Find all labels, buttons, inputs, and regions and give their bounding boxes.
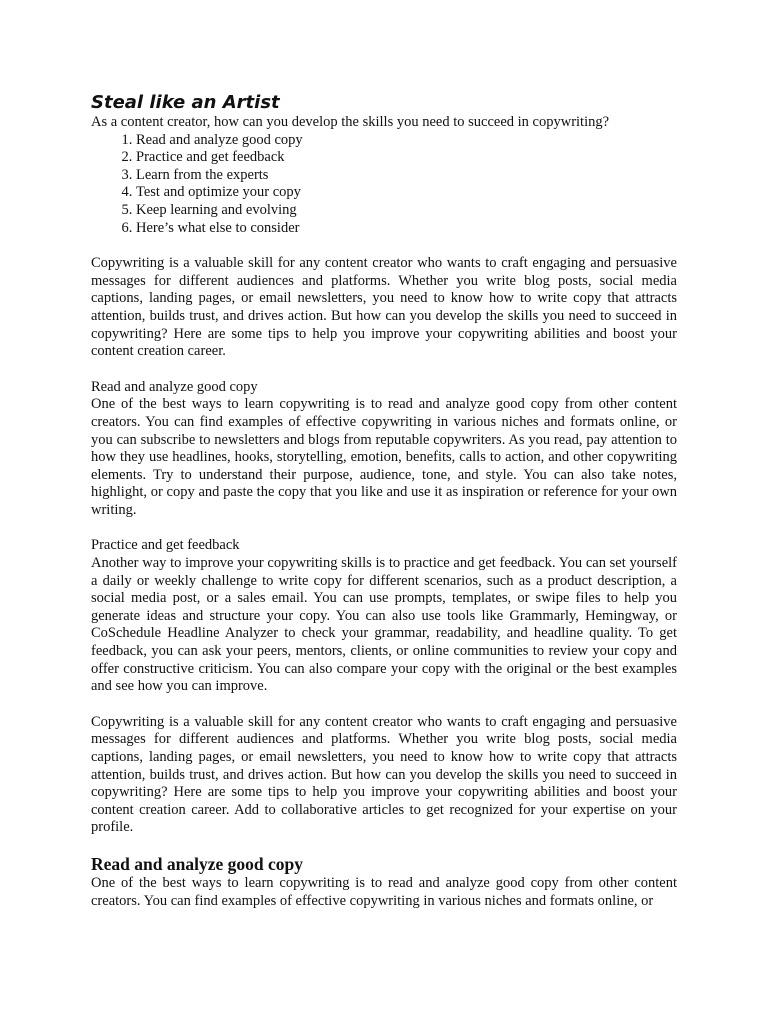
document-title: Steal like an Artist bbox=[91, 92, 280, 113]
section-heading-read-analyze: Read and analyze good copy bbox=[91, 378, 258, 395]
section-body-practice-feedback: Another way to improve your copywriting skills is to practice and get feedback. You can set yourself a daily or weekly challenge to write copy for different scenarios, such as a product description, a social media post, or a sales email. You can use prompts, templates, or swipe files to help you generate ideas and structure your copy. You can also use tools like Grammarly, Hemingway, or CoSchedule Headline Analyzer to check your grammar, readability, and headline quality. To get feedback, you can ask your peers, mentors, clients, or online communities to review your copy and offer constructive criticism. You can also compare your copy with the original or the best examples and see how you can improve. bbox=[91, 555, 677, 695]
table-of-contents bbox=[91, 132, 677, 238]
spacer bbox=[91, 696, 677, 714]
document-page bbox=[91, 92, 677, 910]
toc-item: 1. Read and analyze good copy bbox=[136, 132, 677, 150]
section-heading-practice-feedback: Practice and get feedback bbox=[91, 537, 240, 554]
bold-section-body: One of the best ways to learn copywriting is to read and analyze good copy from other content creators. You can find examples of effective copywriting in various niches and formats online, or bbox=[91, 874, 677, 909]
toc-item: 6. Here’s what else to consider bbox=[136, 220, 677, 238]
toc-item: 5. Keep learning and evolving bbox=[136, 202, 677, 220]
repeat-intro-paragraph: Copywriting is a valuable skill for any content creator who wants to craft engaging and persuasive messages for different audiences and platforms. Whether you write blog posts, social media captions, landing pages, or email newsletters, you need to know how to write copy that attracts attention, builds trust, and drives action. But how can you develop the skills you need to succeed in copywriting? Here are some tips to help you improve your copywriting abilities and boost your content creation career. Add to collaborative articles to get recognized for your expertise on your profile. bbox=[91, 713, 677, 836]
section-body-read-analyze: One of the best ways to learn copywriting is to read and analyze good copy from other content creators. You can find examples of effective copywriting in various niches and formats online, or you can subscribe to newsletters and blogs from reputable copywriters. As you read, pay attention to how they use headlines, hooks, storytelling, emotion, benefits, calls to action, and other copywriting elements. Try to understand their purpose, audience, tone, and style. You can also take notes, highlight, or copy and paste the copy that you like and use it as inspiration or reference for your own writing. bbox=[91, 396, 677, 518]
toc-item: 3. Learn from the experts bbox=[136, 167, 677, 185]
bold-heading-read-analyze: Read and analyze good copy bbox=[91, 853, 303, 874]
spacer bbox=[91, 519, 677, 537]
spacer bbox=[91, 361, 677, 379]
toc-item: 4. Test and optimize your copy bbox=[136, 184, 677, 202]
toc-item: 2. Practice and get feedback bbox=[136, 149, 677, 167]
spacer bbox=[91, 237, 677, 255]
intro-paragraph: Copywriting is a valuable skill for any content creator who wants to craft engaging and persuasive messages for different audiences and platforms. Whether you write blog posts, social media captions, landing pages, or email newsletters, you need to know how to write copy that attracts attention, builds trust, and drives action. But how can you develop the skills you need to succeed in copywriting? Here are some tips to help you improve your copywriting abilities and boost your content creation career. bbox=[91, 255, 677, 360]
intro-question: As a content creator, how can you develop the skills you need to succeed in copywriting? bbox=[91, 114, 610, 130]
